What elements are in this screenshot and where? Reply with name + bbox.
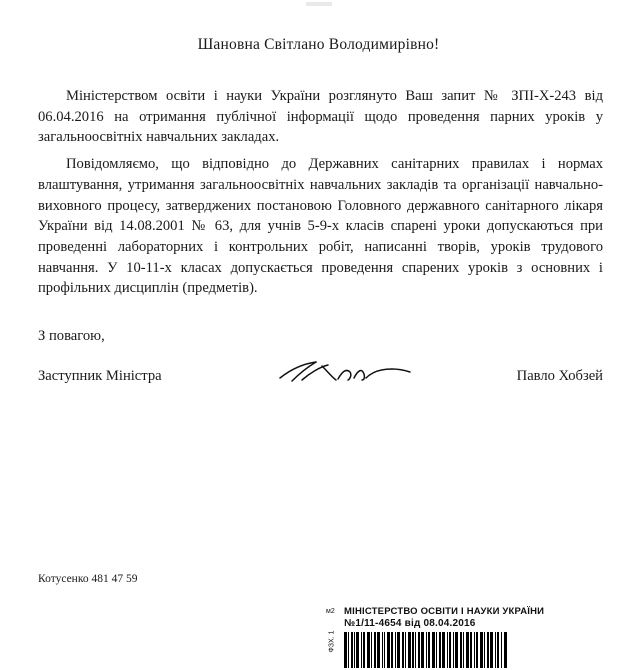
stamp-side-label-bottom: ФЗХ. 1 xyxy=(328,630,336,653)
signer-title: Заступник Міністра xyxy=(38,368,162,384)
signer-name: Павло Хобзей xyxy=(516,368,603,384)
barcode-icon xyxy=(344,632,612,668)
letter-body xyxy=(38,86,603,301)
signature-scribble-icon xyxy=(276,356,416,390)
registration-stamp xyxy=(318,606,628,668)
salutation: Шановна Світлано Володимирівно! xyxy=(197,36,440,53)
signature-block xyxy=(38,368,603,390)
stamp-number: №1/11-4654 від 08.04.2016 xyxy=(344,618,476,629)
paragraph-2: Повідомляємо, що відповідно до Державних санітарних правилах і нормах влаштування, утримання загальноосвітніх навчальних закладів та організації навчально-виховного процесу, затверджених постановою Головного державного санітарного лікаря України від 14.08.2001 № 63, для учнів 5-9-х класів спарені уроки допускаються при проведенні лабораторних і контрольних робіт, написанні творів, уроків трудового навчання. У 10-11-х класах допускається проведення спарених уроків з основних і профільних дисциплін (предметів). xyxy=(38,156,603,297)
stamp-organization: МІНІСТЕРСТВО ОСВІТИ І НАУКИ УКРАЇНИ xyxy=(344,606,545,617)
page-top-artifact xyxy=(306,2,332,6)
closing-line: З повагою, xyxy=(38,328,105,344)
paragraph-1: Міністерством освіти і науки України розглянуто Ваш запит № ЗПІ-Х-243 від 06.04.2016 на отримання публічної інформації щодо проведення парних уроків у загальноосвітніх навчальних закладах. xyxy=(38,88,603,146)
stamp-side-label-top: м2 xyxy=(326,608,335,615)
contact-person: Котусенко 481 47 59 xyxy=(38,573,138,585)
